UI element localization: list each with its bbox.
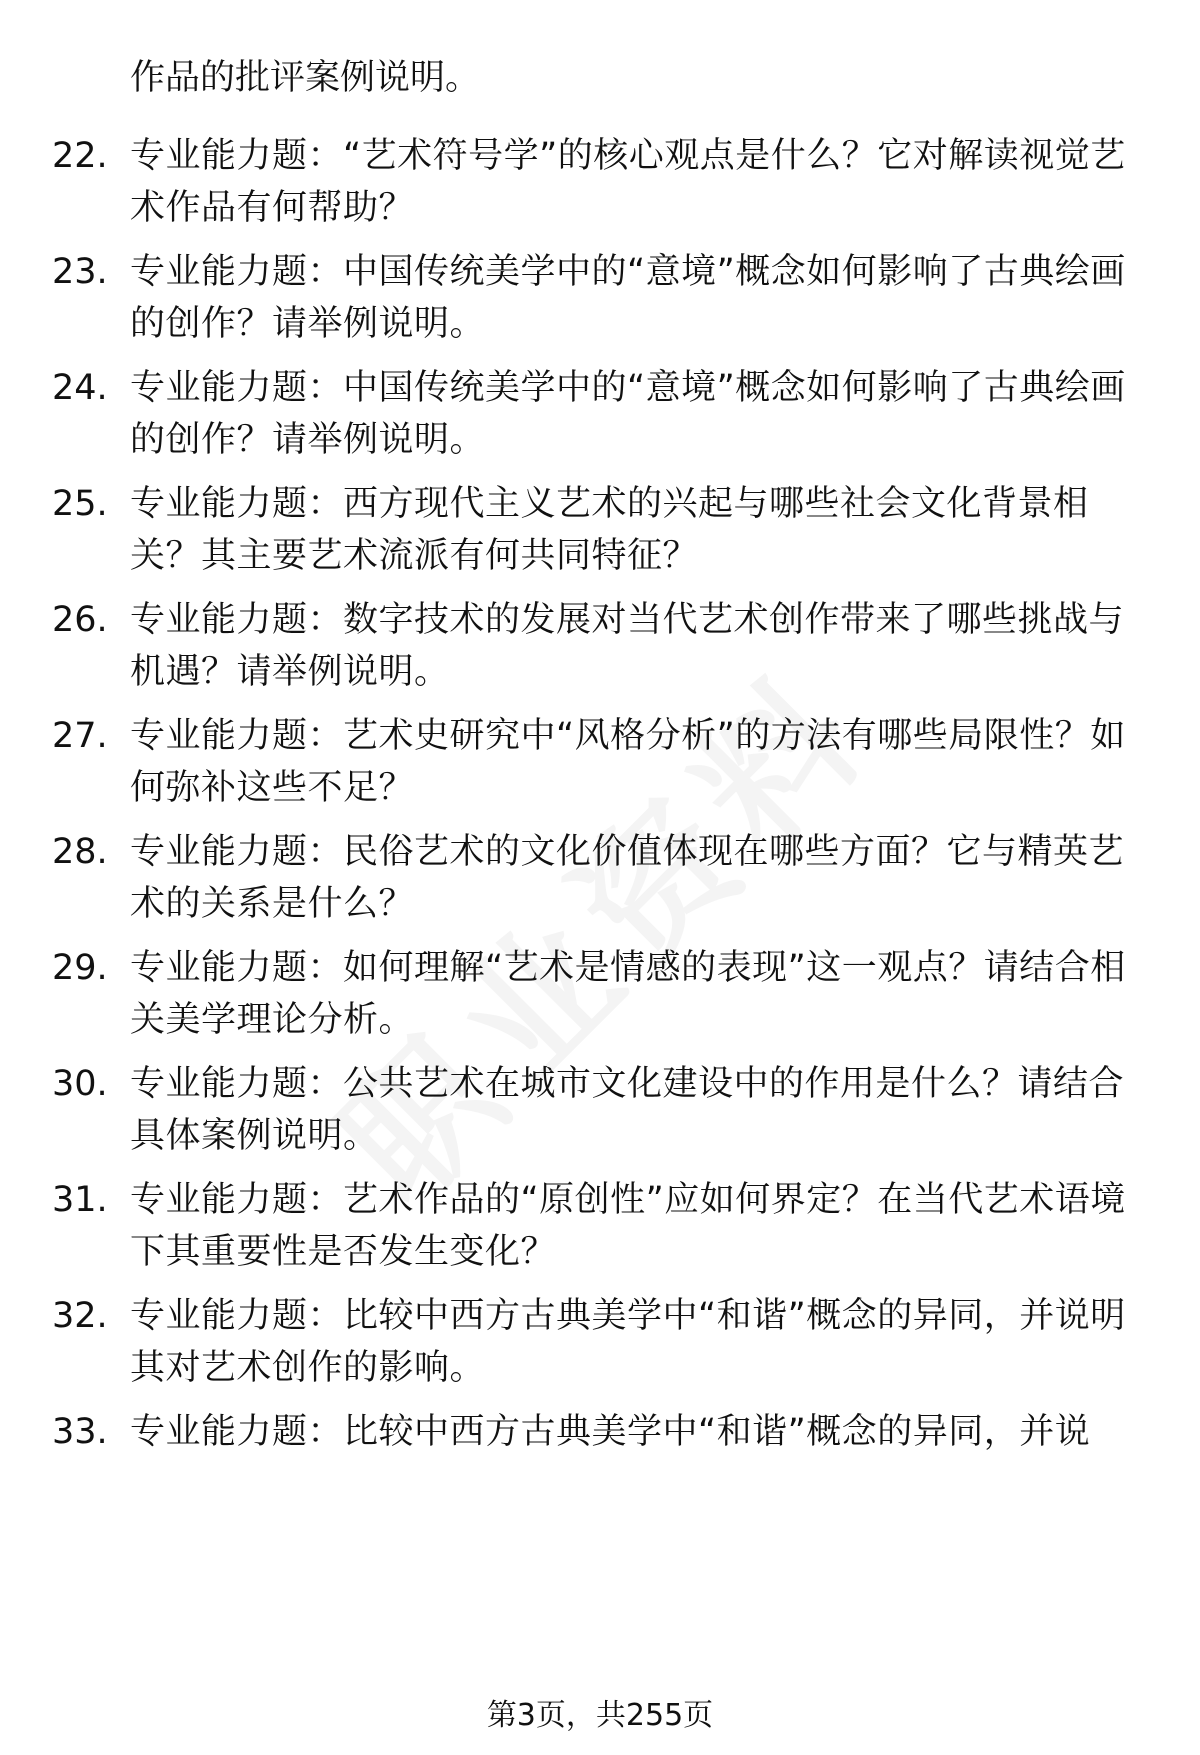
question-text: 专业能力题：中国传统美学中的“意境”概念如何影响了古典绘画的创作？请举例说明。	[130, 368, 1126, 460]
question-number: 23.	[52, 252, 108, 292]
question-number: 31.	[52, 1180, 108, 1220]
question-number: 30.	[52, 1064, 108, 1104]
question-text: 专业能力题：西方现代主义艺术的兴起与哪些社会文化背景相关？其主要艺术流派有何共同特征？	[130, 484, 1089, 576]
question-number: 33.	[52, 1412, 108, 1452]
question-number: 24.	[52, 368, 108, 408]
question-text: 专业能力题：比较中西方古典美学中“和谐”概念的异同，并说	[130, 1412, 1091, 1452]
question-text: 专业能力题：“艺术符号学”的核心观点是什么？它对解读视觉艺术作品有何帮助？	[130, 136, 1126, 228]
question-number: 27.	[52, 716, 108, 756]
question-text: 专业能力题：数字技术的发展对当代艺术创作带来了哪些挑战与机遇？请举例说明。	[130, 600, 1125, 692]
continuation-text: 作品的批评案例说明。	[130, 58, 481, 98]
question-number: 26.	[52, 600, 108, 640]
question-number: 25.	[52, 484, 108, 524]
question-text: 专业能力题：比较中西方古典美学中“和谐”概念的异同，并说明其对艺术创作的影响。	[130, 1296, 1126, 1388]
question-text: 专业能力题：公共艺术在城市文化建设中的作用是什么？请结合具体案例说明。	[130, 1064, 1125, 1156]
question-text: 专业能力题：艺术史研究中“风格分析”的方法有哪些局限性？如何弥补这些不足？	[130, 716, 1126, 808]
question-number: 22.	[52, 136, 108, 176]
question-text: 专业能力题：如何理解“艺术是情感的表现”这一观点？请结合相关美学理论分析。	[130, 948, 1126, 1040]
question-text: 专业能力题：艺术作品的“原创性”应如何界定？在当代艺术语境下其重要性是否发生变化？	[130, 1180, 1126, 1272]
page-footer: 第3页，共255页	[486, 1698, 714, 1733]
question-text: 专业能力题：民俗艺术的文化价值体现在哪些方面？它与精英艺术的关系是什么？	[130, 832, 1125, 924]
question-text: 专业能力题：中国传统美学中的“意境”概念如何影响了古典绘画的创作？请举例说明。	[130, 252, 1126, 344]
question-number: 28.	[52, 832, 108, 872]
question-number: 29.	[52, 948, 108, 988]
question-number: 32.	[52, 1296, 108, 1336]
